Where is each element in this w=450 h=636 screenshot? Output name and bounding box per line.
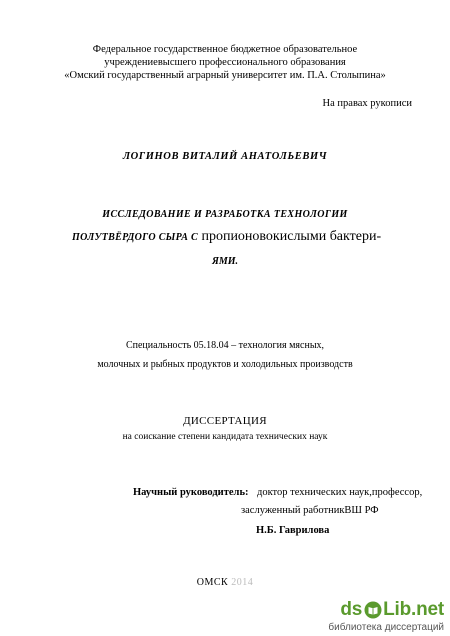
book-icon (364, 601, 382, 619)
logo-brand-right: Lib.net (383, 599, 444, 620)
institution-line-1: Федеральное государственное бюджетное образовательное (92, 44, 358, 55)
dissertation-purpose: на соискание степени кандидата технических наук (122, 432, 328, 442)
supervisor-label: Научный руководитель: (133, 487, 249, 498)
year: 2014 (231, 577, 254, 588)
supervisor-degree: доктор технических наук,профессор, (257, 487, 423, 498)
title-line-3: ЯМИ. (211, 256, 239, 267)
watermark-tagline: библиотека диссертаций (328, 622, 444, 633)
title-line-2-rest: пропионовокислыми бактери- (197, 229, 382, 244)
dissertation-label: ДИССЕРТАЦИЯ (183, 415, 267, 427)
city-name: ОМСК (196, 577, 229, 588)
title-line-1: ИССЛЕДОВАНИЕ И РАЗРАБОТКА ТЕХНОЛОГИИ (102, 209, 348, 220)
manuscript-note: На правах рукописи (322, 98, 412, 109)
supervisor-title: заслуженный работникВШ РФ (241, 505, 379, 516)
logo-brand-left: ds (340, 599, 363, 620)
author-name: ЛОГИНОВ ВИТАЛИЙ АНАТОЛЬЕВИЧ (122, 151, 328, 162)
institution-line-3: «Омский государственный аграрный университет им. П.А. Столыпина» (64, 70, 386, 81)
title-line-2-caps: ПОЛУТВЁРДОГО СЫРА С (72, 232, 198, 243)
dslib-logo (340, 599, 444, 621)
supervisor-name: Н.Б. Гаврилова (256, 525, 330, 536)
dslib-watermark (328, 599, 444, 633)
city-year (0, 577, 450, 588)
title-line-2 (72, 229, 381, 245)
specialty-line-2: молочных и рыбных продуктов и холодильных производств (97, 359, 353, 370)
specialty-line-1: Специальность 05.18.04 – технология мясных, (125, 340, 325, 351)
institution-line-2: учреждениевысшего профессионального образования (104, 57, 346, 68)
